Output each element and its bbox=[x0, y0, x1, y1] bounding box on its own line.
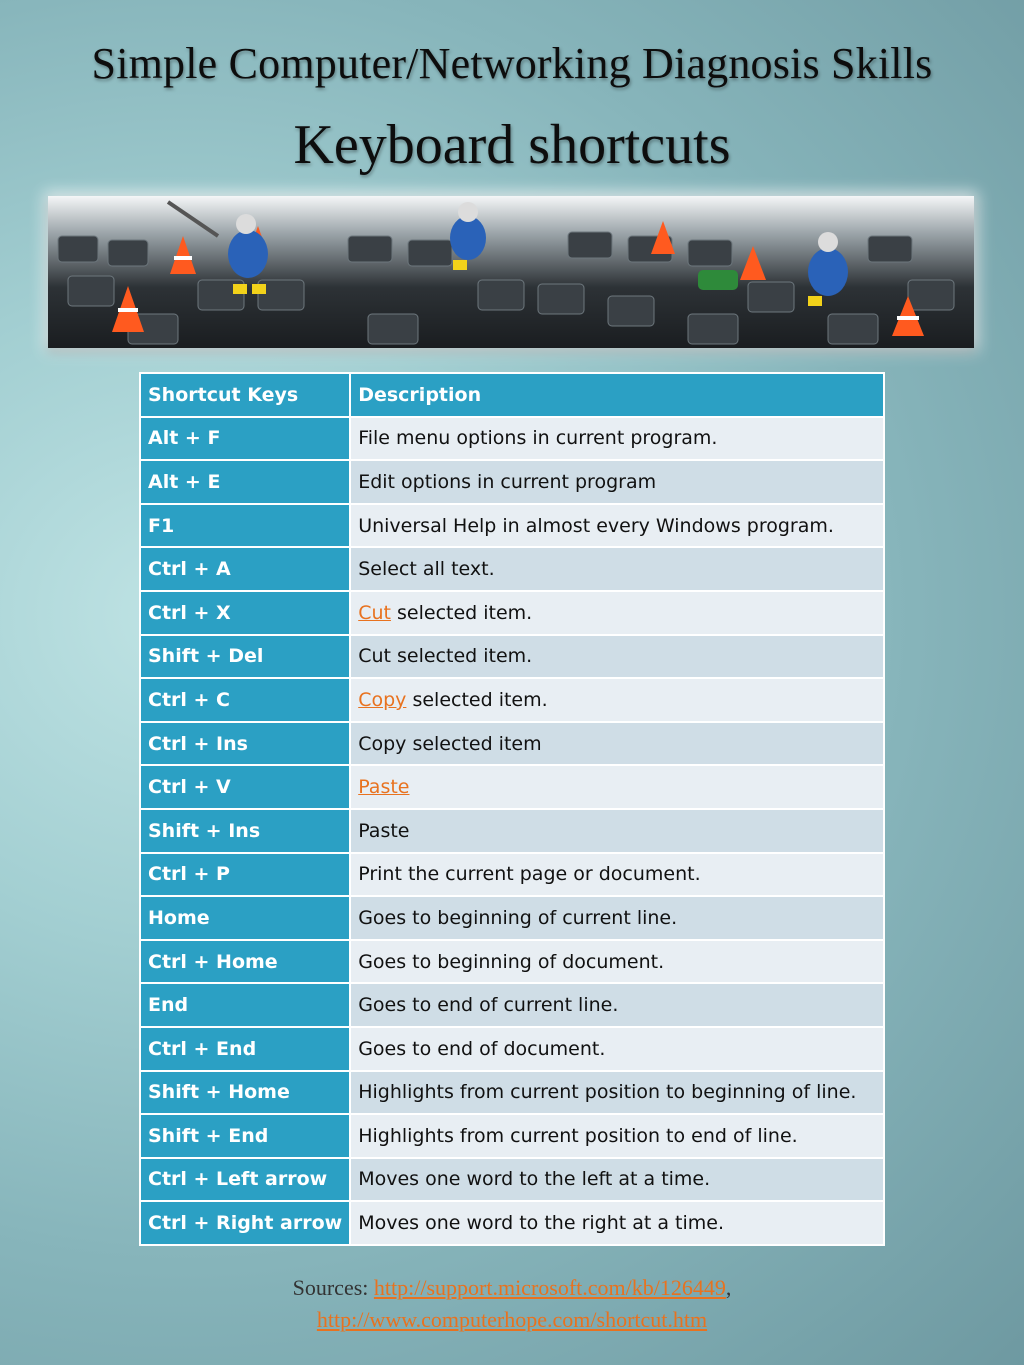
shortcut-key-cell: Ctrl + V bbox=[140, 765, 350, 809]
shortcut-key-cell: Ctrl + Left arrow bbox=[140, 1158, 350, 1202]
description-cell bbox=[350, 417, 884, 461]
table-row bbox=[140, 853, 884, 897]
description-link[interactable]: Copy bbox=[358, 688, 407, 711]
description-cell bbox=[350, 1071, 884, 1115]
description-cell bbox=[350, 591, 884, 635]
table-row bbox=[140, 1158, 884, 1202]
shortcuts-table bbox=[139, 372, 885, 1246]
table-row bbox=[140, 678, 884, 722]
description-text: Copy selected item bbox=[358, 732, 542, 755]
table-row bbox=[140, 591, 884, 635]
description-cell bbox=[350, 722, 884, 766]
shortcut-key-cell: Ctrl + Ins bbox=[140, 722, 350, 766]
shortcut-key-cell: Alt + E bbox=[140, 460, 350, 504]
description-link[interactable]: Paste bbox=[358, 776, 410, 799]
description-text: Goes to beginning of document. bbox=[358, 950, 665, 973]
column-header-shortcut-keys: Shortcut Keys bbox=[140, 373, 350, 417]
description-text: Goes to end of document. bbox=[358, 1037, 606, 1060]
table-row bbox=[140, 1071, 884, 1115]
table-row bbox=[140, 765, 884, 809]
table-row bbox=[140, 940, 884, 984]
shortcut-key-cell: Ctrl + A bbox=[140, 547, 350, 591]
description-cell bbox=[350, 896, 884, 940]
description-text: Edit options in current program bbox=[358, 470, 657, 493]
table-row bbox=[140, 1027, 884, 1071]
description-text: Goes to beginning of current line. bbox=[358, 906, 678, 929]
keyboard-workers-image bbox=[48, 196, 974, 348]
description-cell bbox=[350, 940, 884, 984]
table-row bbox=[140, 896, 884, 940]
shortcut-key-cell: Ctrl + P bbox=[140, 853, 350, 897]
shortcut-key-cell: Shift + Home bbox=[140, 1071, 350, 1115]
table-row bbox=[140, 504, 884, 548]
description-text: Paste bbox=[358, 819, 410, 842]
description-text: selected item. bbox=[406, 688, 548, 711]
description-text: Moves one word to the left at a time. bbox=[358, 1168, 711, 1191]
table-row bbox=[140, 547, 884, 591]
shortcut-key-cell: Ctrl + Right arrow bbox=[140, 1201, 350, 1245]
description-cell bbox=[350, 983, 884, 1027]
table-header-row bbox=[140, 373, 884, 417]
description-cell bbox=[350, 678, 884, 722]
description-text: Print the current page or document. bbox=[358, 863, 701, 886]
shortcut-key-cell: Alt + F bbox=[140, 417, 350, 461]
description-cell bbox=[350, 809, 884, 853]
description-cell bbox=[350, 635, 884, 679]
description-cell bbox=[350, 1027, 884, 1071]
description-text: Universal Help in almost every Windows program. bbox=[358, 514, 834, 537]
description-cell bbox=[350, 1114, 884, 1158]
table-row bbox=[140, 983, 884, 1027]
table-row bbox=[140, 460, 884, 504]
shortcut-key-cell: Shift + Del bbox=[140, 635, 350, 679]
description-text: Cut selected item. bbox=[358, 645, 533, 668]
description-cell bbox=[350, 853, 884, 897]
description-text: Select all text. bbox=[358, 558, 495, 581]
shortcut-key-cell: Ctrl + C bbox=[140, 678, 350, 722]
description-text: Highlights from current position to end of line. bbox=[358, 1124, 798, 1147]
description-cell bbox=[350, 1158, 884, 1202]
shortcut-key-cell: Shift + Ins bbox=[140, 809, 350, 853]
page-subtitle: Keyboard shortcuts bbox=[293, 114, 731, 176]
table-row bbox=[140, 1114, 884, 1158]
page-title: Simple Computer/Networking Diagnosis Skills bbox=[91, 39, 933, 88]
sources-label: Sources: bbox=[292, 1275, 374, 1300]
description-text: File menu options in current program. bbox=[358, 427, 718, 450]
source-link-computerhope[interactable]: http://www.computerhope.com/shortcut.htm bbox=[316, 1307, 708, 1332]
table-row bbox=[140, 417, 884, 461]
description-text: Moves one word to the right at a time. bbox=[358, 1212, 725, 1235]
description-cell bbox=[350, 460, 884, 504]
shortcut-key-cell: Shift + End bbox=[140, 1114, 350, 1158]
description-cell bbox=[350, 765, 884, 809]
shortcut-key-cell: Ctrl + End bbox=[140, 1027, 350, 1071]
description-cell bbox=[350, 1201, 884, 1245]
shortcut-key-cell: Home bbox=[140, 896, 350, 940]
description-text: selected item. bbox=[390, 601, 533, 624]
shortcut-key-cell: F1 bbox=[140, 504, 350, 548]
table-row bbox=[140, 722, 884, 766]
description-text: Goes to end of current line. bbox=[358, 994, 619, 1017]
shortcut-key-cell: Ctrl + X bbox=[140, 591, 350, 635]
sources-separator: , bbox=[725, 1275, 732, 1300]
description-cell bbox=[350, 547, 884, 591]
description-link[interactable]: Cut bbox=[358, 601, 391, 624]
shortcut-key-cell: End bbox=[140, 983, 350, 1027]
table-row bbox=[140, 809, 884, 853]
source-link-microsoft[interactable]: http://support.microsoft.com/kb/126449 bbox=[373, 1275, 726, 1300]
table-row bbox=[140, 635, 884, 679]
column-header-description: Description bbox=[350, 373, 884, 417]
description-text: Highlights from current position to beginning of line. bbox=[358, 1081, 857, 1104]
shortcut-key-cell: Ctrl + Home bbox=[140, 940, 350, 984]
description-cell bbox=[350, 504, 884, 548]
table-row bbox=[140, 1201, 884, 1245]
sources-note bbox=[0, 1272, 1024, 1336]
